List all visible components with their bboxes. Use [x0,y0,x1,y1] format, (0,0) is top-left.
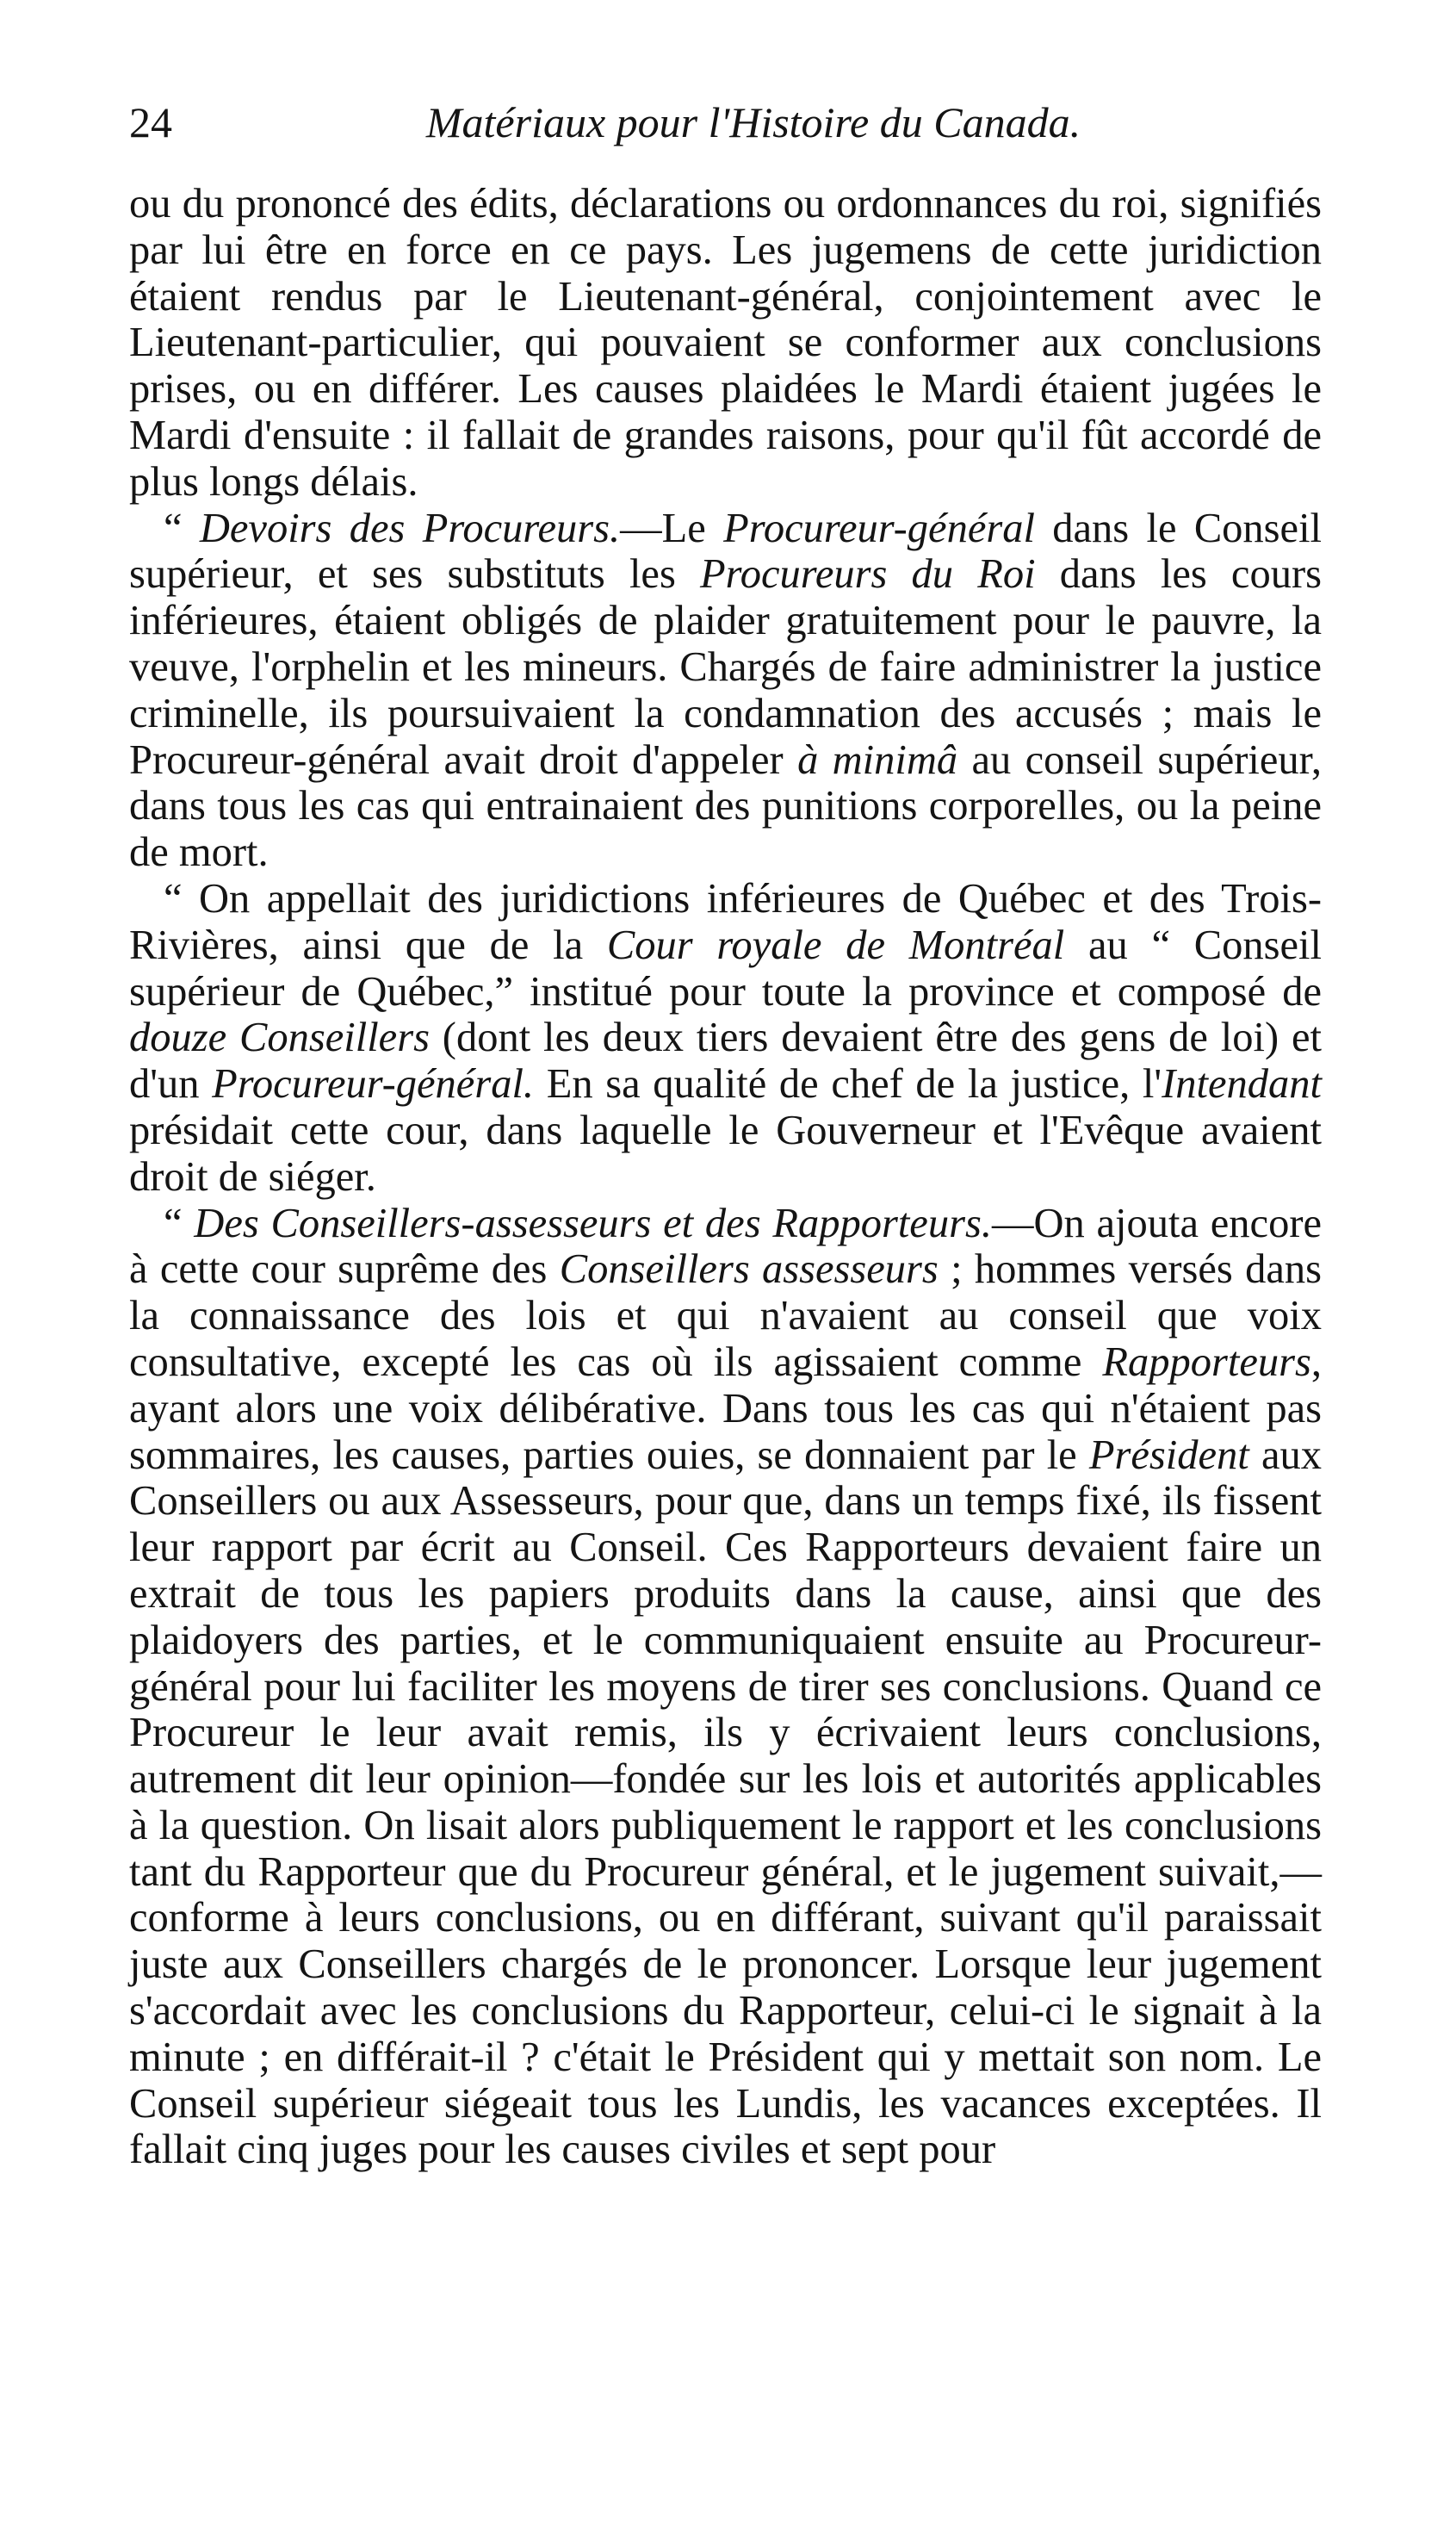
italic-text-run: Devoirs des Procureurs. [199,505,621,551]
italic-text-run: Rapporteurs [1102,1338,1311,1385]
text-run: ; hommes versés dans la connaissance des lois et qui n'avaient au conseil que voix consultative, excepté les cas où ils agissaient comme [129,1246,1322,1385]
italic-text-run: Procureur-général [723,505,1035,551]
page-number: 24 [129,98,172,146]
italic-text-run: Des Conseillers-assesseurs et des Rapporteurs. [194,1200,992,1246]
body-text [129,181,1322,2173]
text-run: au conseil supérieur, dans tous les cas qui entrainaient des punitions corporelles, ou la peine de mort. [129,736,1323,876]
paragraph-conseil-superieur [129,876,1322,1201]
text-run: —Le [620,505,724,551]
text-run: “ [164,1200,195,1246]
paragraph-conseillers-assesseurs [129,1201,1322,2174]
page-header [129,96,1335,165]
text-run: (dont les deux tiers devaient être des gens de loi) et d'un [129,1015,1322,1108]
italic-text-run: Procureurs du Roi [700,551,1036,598]
text-run: , ayant alors une voix délibérative. Dans tous les cas qui n'étaient pas sommaires, les causes, parties ouies, se donnaient par le [129,1338,1322,1478]
italic-text-run: Procureur-général. [212,1061,535,1108]
text-run: ou du prononcé des édits, déclarations ou ordonnances du roi, signifiés par lui être en force en ce pays. Les jugemens de cette juridiction étaient rendus par le Lieutenant-général, conjointement avec le Lieutenant-particulier, qui pouvaient se conformer aux conclusions prises, ou en différer. Les causes plaidées le Mardi étaient jugées le Mardi d'ensuite : il fallait de grandes raisons, pour qu'il fût accordé de plus longs délais. [129,181,1322,505]
paragraph-devoirs-des-procureurs [129,506,1322,876]
text-run: —On ajouta encore à cette cour suprême des [129,1200,1323,1293]
text-run: dans les cours inférieures, étaient obligés de plaider gratuitement pour le pauvre, la veuve, l'orphelin et les mineurs. Chargés de faire administrer la justice criminelle, ils poursuivaient la condamnation des accusés ; mais le Procureur-général avait droit d'appeler [129,551,1322,783]
text-run: dans le Conseil supérieur, et ses substituts les [129,505,1323,598]
text-run: En sa qualité de chef de la justice, l' [534,1061,1162,1108]
text-run: “ On appellait des juridictions inférieures de Québec et des Trois-Rivières, ainsi que de la [129,875,1322,968]
italic-text-run: Intendant [1162,1061,1322,1108]
italic-text-run: Président [1088,1432,1249,1478]
text-run: “ [164,505,200,551]
italic-text-run: Cour royale de Montréal [606,922,1065,968]
running-title: Matériaux pour l'Histoire du Canada. [425,98,1081,146]
italic-text-run: douze Conseillers [129,1015,430,1061]
italic-text-run: Conseillers assesseurs [559,1246,939,1293]
italic-text-run: à minimâ [797,736,958,783]
paragraph-intro [129,181,1322,506]
text-run: aux Conseillers ou aux Assesseurs, pour que, dans un temps fixé, ils fissent leur rapport par écrit au Conseil. Ces Rapporteurs devaient faire un extrait de tous les papiers produits dans la cause, ainsi que des plaidoyers des parties, et le communiquaient ensuite au Procureur-général pour lui faciliter les moyens de tirer ses conclusions. Quand ce Procureur le leur avait remis, ils y écrivaient leurs conclusions, autrement dit leur opinion—fondée sur les lois et autorités applicables à la question. On lisait alors publiquement le rapport et les conclusions tant du Rapporteur que du Procureur général, et le jugement suivait,—conforme à leurs conclusions, ou en différant, suivant qu'il paraissait juste aux Conseillers chargés de le prononcer. Lorsque leur jugement s'accordait avec les conclusions du Rapporteur, celui-ci le signait à la minute ; en différait-il ? c'était le Président qui y mettait son nom. Le Conseil supérieur siégeait tous les Lundis, les vacances exceptées. Il fallait cinq juges pour les causes civiles et sept pour [129,1432,1322,2173]
text-run: présidait cette cour, dans laquelle le Gouverneur et l'Evêque avaient droit de siéger. [129,1107,1322,1200]
text-run: au “ Conseil supérieur de Québec,” institué pour toute la province et composé de [129,922,1322,1015]
